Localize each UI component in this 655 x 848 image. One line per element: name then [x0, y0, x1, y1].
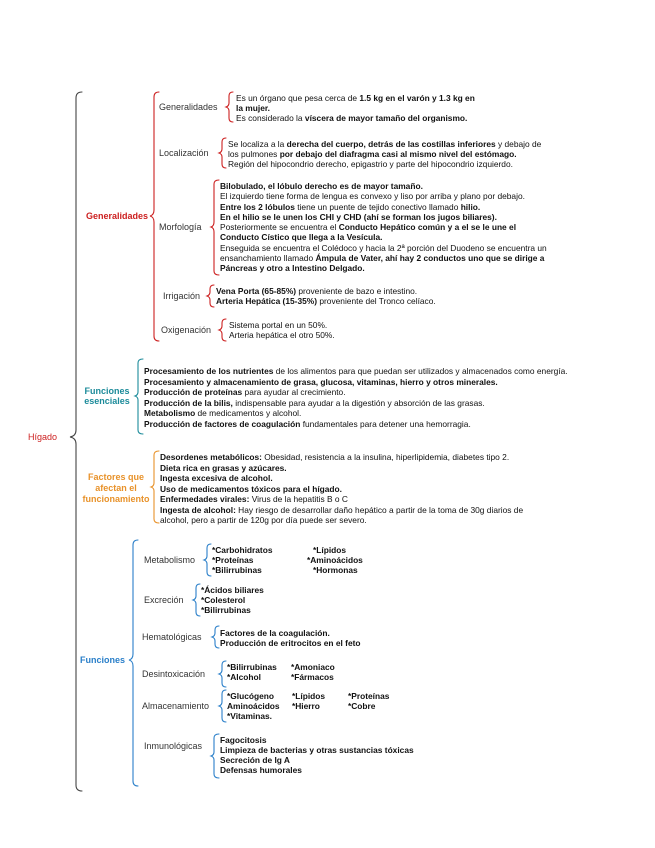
morfologia-line-8: ensanchamiento llamado Ámpula de Vater, ahí hay 2 conductos uno que se dirige a: [220, 253, 545, 263]
localizacion-label: Localización: [159, 148, 209, 158]
morfologia-line-2: El izquierdo tiene forma de lengua es convexo y liso por arriba y plano por debajo.: [220, 191, 525, 201]
esenciales-line-2: Procesamiento y almacenamiento de grasa, glucosa, vitaminas, hierro y otros minerales.: [144, 376, 498, 387]
inmunologicas-items: Fagocitosis Limpieza de bacterias y otras sustancias tóxicas Secreción de Ig A Defensas humorales: [220, 735, 414, 776]
hematologicas-bracket: [212, 626, 219, 648]
inmunologicas-label: Inmunológicas: [144, 741, 203, 751]
metabolismo-col1: *Carbohidratos *Proteínas *Bilirrubinas: [212, 545, 273, 576]
morfologia-line-4: En el hilio se le unen los CHI y CHD (ahí se forman los jugos biliares).: [220, 212, 497, 222]
almacenamiento-col3: *Proteínas *Cobre: [348, 691, 390, 712]
sub-generalidades-bracket: [226, 92, 233, 122]
desintoxicacion-col1: *Bilirrubinas *Alcohol: [227, 662, 277, 683]
funciones-bracket: [129, 540, 138, 786]
factores-label: Factores que afectan el funcionamiento: [82, 472, 150, 504]
factores-line-1: Desordenes metabólicos: Obesidad, resistencia a la insulina, hiperlipidemia, diabetes tipo 2.: [160, 452, 510, 462]
generalidades-line-3: Es considerado la víscera de mayor tamaño del organismo.: [236, 113, 468, 123]
morfologia-bracket: [211, 180, 219, 275]
excrecion-bracket: [193, 584, 200, 616]
oxigenacion-label: Oxigenación: [161, 325, 212, 335]
almacenamiento-bracket: [219, 690, 226, 722]
morfologia-line-3: Entre los 2 lóbulos tiene un puente de tejido conectivo llamado hilio.: [220, 201, 481, 212]
factores-line-4: Uso de medicamentos tóxicos para el hígado.: [160, 483, 342, 494]
generalidades-line-1: Es un órgano que pesa cerca de 1.5 kg en el varón y 1.3 kg en: [236, 93, 475, 103]
root-bracket: [70, 92, 82, 791]
almacenamiento-col1: *Glucógeno Aminoácidos *Vitaminas.: [227, 691, 280, 722]
morfologia-line-9: Páncreas y otro a Intestino Delgado.: [220, 263, 365, 273]
generalidades-label: Generalidades: [86, 211, 149, 221]
oxigenacion-line-2: Arteria hepática el otro 50%.: [229, 330, 335, 340]
hematologicas-items: Factores de la coagulación. Producción de eritrocitos en el feto: [220, 628, 361, 649]
morfologia-line-7: Enseguida se encuentra el Colédoco y hacia la 2ª porción del Duodeno se encuentra un: [220, 242, 547, 253]
esenciales-line-5: Metabolismo de medicamentos y alcohol.: [144, 408, 302, 418]
factores-line-3: Ingesta excesiva de alcohol.: [160, 473, 273, 483]
morfologia-line-1: Bilobulado, el lóbulo derecho es de mayor tamaño.: [220, 181, 423, 191]
localizacion-line-3: Región del hipocondrio derecho, epigastrio y parte del hipocondrio izquierdo.: [228, 159, 513, 169]
excrecion-items: *Ácidos biliares *Colesterol *Bilirrubinas: [201, 585, 264, 616]
morfologia-line-5: Posteriormente se encuentra el Conducto Hepático común y a el se le une el: [220, 222, 517, 232]
oxigenacion-bracket: [219, 319, 226, 341]
morfologia-line-6: Conducto Cístico que llega a la Vesícula.: [220, 232, 383, 242]
factores-line-6: Ingesta de alcohol: Hay riesgo de desarrollar daño hepático a partir de la toma de 30g diarios de: [160, 504, 524, 515]
desintoxicacion-bracket: [219, 661, 226, 687]
localizacion-line-2: los pulmones por debajo del diafragma casi al mismo nivel del estómago.: [228, 149, 517, 159]
esenciales-line-4: Producción de la bilis, indispensable para ayudar a la digestión y absorción de las grasas.: [144, 397, 485, 408]
esenciales-line-1: Procesamiento de los nutrientes de los alimentos para que puedan ser utilizados y almacenados como energía.: [144, 366, 568, 376]
hematologicas-label: Hematológicas: [142, 632, 202, 642]
irrigacion-line-2: Arteria Hepática (15-35%) proveniente del Tronco celíaco.: [216, 296, 436, 306]
inmunologicas-bracket: [211, 734, 219, 778]
oxigenacion-line-1: Sistema portal en un 50%.: [229, 320, 328, 330]
excrecion-label: Excreción: [144, 595, 184, 605]
metabolismo-bracket: [204, 544, 211, 576]
metabolismo-col2: *Lípidos *Aminoácidos *Hormonas: [307, 545, 363, 576]
esenciales-line-3: Producción de proteínas para ayudar al crecimiento.: [144, 387, 346, 397]
funciones-esenciales-label: Funciones esenciales: [84, 386, 130, 406]
factores-line-5: Enfermedades virales: Virus de la hepatitis B o C: [160, 494, 348, 504]
esenciales-line-6: Producción de factores de coagulación fundamentales para detener una hemorragia.: [144, 418, 471, 429]
almacenamiento-col2: *Lípidos *Hierro: [292, 691, 326, 712]
root-title: Hígado: [28, 432, 58, 442]
desintoxicacion-label: Desintoxicación: [142, 669, 206, 679]
sub-generalidades-label: Generalidades: [159, 102, 218, 112]
almacenamiento-label: Almacenamiento: [142, 701, 210, 711]
localizacion-line-1: Se localiza a la derecha del cuerpo, detrás de las costillas inferiores y debajo de: [228, 139, 542, 149]
factores-line-7: alcohol, pero a partir de 120g por día puede ser severo.: [160, 515, 367, 525]
irrigacion-line-1: Vena Porta (65-85%) proveniente de bazo e intestino.: [216, 286, 418, 296]
irrigacion-bracket: [207, 285, 214, 307]
funciones-esenciales-bracket: [135, 359, 143, 434]
factores-bracket: [151, 451, 159, 523]
desintoxicacion-col2: *Amoniaco *Fármacos: [291, 662, 335, 683]
irrigacion-label: Irrigación: [163, 291, 201, 301]
localizacion-bracket: [219, 138, 226, 168]
metabolismo-label: Metabolismo: [144, 555, 196, 565]
factores-line-2: Dieta rica en grasas y azúcares.: [160, 462, 287, 473]
generalidades-bracket: [150, 92, 159, 341]
generalidades-line-2: la mujer.: [236, 103, 270, 113]
funciones-label: Funciones: [80, 655, 126, 665]
morfologia-label: Morfología: [159, 222, 202, 232]
